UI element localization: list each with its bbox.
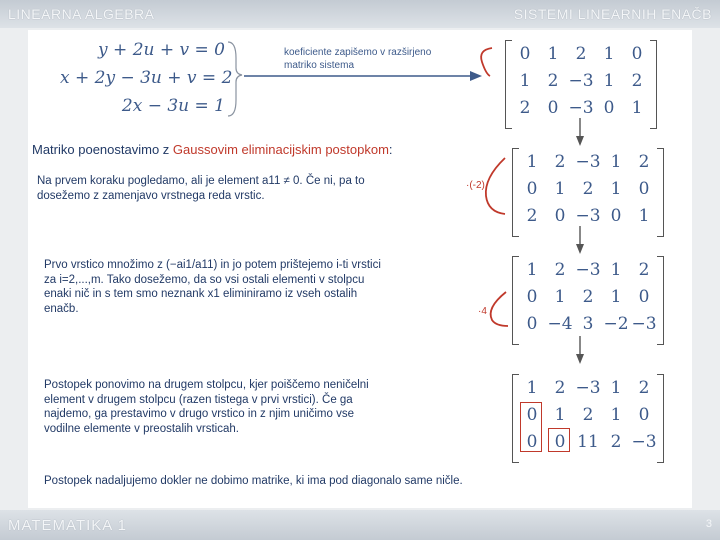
equation-1: y + 2u + v = 0: [98, 40, 225, 60]
matrix-cell: 1: [603, 71, 615, 91]
matrix-cell: 2: [638, 152, 650, 172]
matrix-cell: 0: [526, 405, 538, 425]
matrix-cell: 1: [610, 405, 622, 425]
matrix-cell: 1: [547, 44, 559, 64]
matrix-cell: −4: [547, 314, 573, 334]
section-title-colon: :: [388, 142, 393, 157]
matrix-cell: 1: [526, 152, 538, 172]
matrix-cell: 0: [638, 405, 650, 425]
matrix-cell: 2: [554, 378, 566, 398]
arrow-label: koeficiente zapišemo v razširjeno matriko sistema: [284, 47, 432, 71]
step-1-text: Na prvem koraku pogledamo, ali je element a11 ≠ 0. Če ni, pa to dosežemo z zamenjavo vrstnega reda vrstic.: [37, 175, 365, 202]
matrix-cell: −3: [575, 152, 601, 172]
footer-course: MATEMATIKA 1: [8, 517, 127, 534]
matrix-cell: 2: [582, 179, 594, 199]
matrix-cell: 0: [610, 206, 622, 226]
matrix-cell: 0: [547, 98, 559, 118]
matrix-cell: 0: [554, 432, 566, 452]
matrix-cell: 0: [526, 432, 538, 452]
matrix-cell: 1: [610, 287, 622, 307]
row-op-multiply-minus-2: ·(-2): [466, 180, 485, 191]
step-4-text: Postopek nadaljujemo dokler ne dobimo matrike, ki ima pod diagonalo same ničle.: [44, 475, 463, 487]
footer-bar: [0, 510, 720, 540]
matrix-cell: −3: [575, 260, 601, 280]
matrix-cell: 1: [610, 179, 622, 199]
matrix-cell: −2: [603, 314, 629, 334]
matrix-cell: 0: [519, 44, 531, 64]
matrix-cell: 1: [519, 71, 531, 91]
matrix-cell: 1: [554, 287, 566, 307]
matrix-cell: 1: [638, 206, 650, 226]
matrix-cell: 2: [582, 405, 594, 425]
matrix-cell: 2: [554, 260, 566, 280]
matrix-cell: 2: [631, 71, 643, 91]
matrix-cell: 2: [575, 44, 587, 64]
matrix-cell: 0: [631, 44, 643, 64]
matrix-cell: 1: [603, 44, 615, 64]
page-number: 3: [705, 518, 712, 530]
matrix-cell: −3: [631, 314, 657, 334]
matrix-cell: 2: [582, 287, 594, 307]
section-title-text: Matriko poenostavimo z: [32, 142, 173, 157]
swap-rows-marker: [481, 48, 492, 76]
down-arrow-2-icon: [576, 244, 584, 254]
matrix-cell: 2: [638, 260, 650, 280]
matrix-cell: 2: [638, 378, 650, 398]
matrix-cell: 2: [526, 206, 538, 226]
row-op-marker-1: [486, 158, 505, 214]
matrix-cell: 0: [638, 287, 650, 307]
matrix-cell: 0: [603, 98, 615, 118]
matrix-cell: 2: [519, 98, 531, 118]
matrix-cell: 1: [631, 98, 643, 118]
matrix-cell: 2: [554, 152, 566, 172]
down-arrow-3-icon: [576, 354, 584, 364]
matrix-cell: −3: [568, 71, 594, 91]
matrix-cell: 1: [526, 260, 538, 280]
arrow-head-icon: [470, 71, 482, 81]
matrix-cell: 3: [582, 314, 594, 334]
matrix-cell: 2: [610, 432, 622, 452]
matrix-cell: 0: [526, 179, 538, 199]
down-arrow-1-icon: [576, 136, 584, 146]
matrix-cell: 1: [554, 179, 566, 199]
matrix-cell: 11: [577, 432, 599, 452]
matrix-cell: 0: [638, 179, 650, 199]
matrix-cell: −3: [631, 432, 657, 452]
matrix-cell: 0: [526, 314, 538, 334]
course-title: LINEARNA ALGEBRA: [8, 6, 155, 22]
step-2-text: Prvo vrstico množimo z (−ai1/a11) in jo potem prištejemo i-ti vrstici za i=2,...,m. Tako dosežemo, da so vsi ostali elementi v stolpcu enaki nič in s tem smo neznank x1 eliminiramo iz vseh ostalih enačb.: [44, 259, 381, 315]
system-brace: [228, 42, 242, 116]
matrix-cell: 2: [547, 71, 559, 91]
row-op-multiply-4: ·4: [478, 306, 487, 317]
matrix-cell: 1: [610, 260, 622, 280]
matrix-cell: 0: [526, 287, 538, 307]
matrix-cell: −3: [575, 206, 601, 226]
matrix-cell: 1: [554, 405, 566, 425]
equation-3: 2x − 3u = 1: [121, 96, 225, 116]
section-title-highlight: Gaussovim eliminacijskim postopkom: [172, 142, 389, 157]
matrix-cell: 0: [554, 206, 566, 226]
slide-topic: SISTEMI LINEARNIH ENAČB: [513, 6, 712, 22]
matrix-cell: −3: [568, 98, 594, 118]
matrix-cell: 1: [610, 152, 622, 172]
matrix-cell: 1: [610, 378, 622, 398]
matrix-cell: 1: [526, 378, 538, 398]
row-op-marker-2: [491, 292, 508, 326]
step-3-text: Postopek ponovimo na drugem stolpcu, kjer poiščemo neničelni element v drugem stolpcu (razen tistega v prvi vrstici). Če ga najdemo, ga prestavimo v drugo vrstico in z njim uničimo vse vodilne elemente v preostalih vrsticah.: [44, 379, 369, 435]
matrix-cell: −3: [575, 378, 601, 398]
equation-2: x + 2y − 3u + v = 2: [60, 68, 233, 88]
